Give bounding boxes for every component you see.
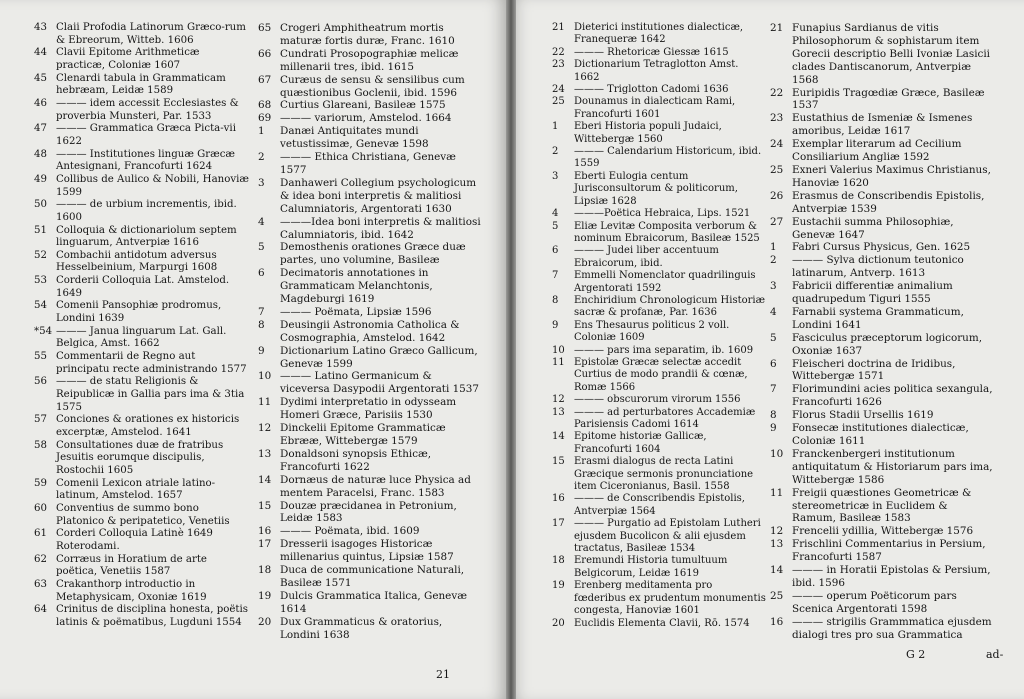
catalog-entry <box>34 528 250 553</box>
entry-text: ——— ad perturbatores Accademiæ Parisiensis Cadomi 1614 <box>574 406 756 430</box>
entry-number: 25 <box>552 96 565 108</box>
entry-text: Enchiridium Chronologicum Historiæ sacræ & profanæ, Par. 1636 <box>574 294 766 319</box>
entry-text: Erasmus de Conscribendis Epistolis, Antverpiæ 1539 <box>792 189 985 215</box>
catalog-entry <box>258 564 482 590</box>
catalog-entry <box>770 409 994 422</box>
entry-number: 20 <box>258 615 272 628</box>
entry-number: 1 <box>770 241 777 254</box>
entry-text: ——— de statu Religionis & Reipublicæ in Gallia pars ima & 3tia 1575 <box>56 376 245 413</box>
entry-text: Donaldsoni synopsis Ethicæ, Francofurti 1622 <box>280 447 432 473</box>
entry-number: 11 <box>552 356 565 368</box>
entry-number: 13 <box>552 406 565 418</box>
entry-text: Eberti Eulogia centum Jurisconsultorum & politicorum, Lipsiæ 1628 <box>574 170 738 207</box>
entry-number: 8 <box>258 318 265 331</box>
entry-text: Dresserii isagoges Historicæ millenarius quintus, Lipsiæ 1587 <box>280 538 454 564</box>
entry-text: Decimatoris annotationes in Grammaticam Melanchtonis, Magdeburgi 1619 <box>280 267 433 306</box>
entry-text: Cundrati Prosopographiæ melicæ millenarii tres, ibid. 1615 <box>280 47 459 73</box>
entry-number: 9 <box>770 422 777 435</box>
entry-text: ——— strigilis Grammmatica ejusdem dialogi tres pro sua Grammatica <box>792 615 992 641</box>
entry-number: 60 <box>34 502 47 514</box>
catalog-entry <box>258 151 482 177</box>
entry-text: ——— Judei liber accentuum Ebraicorum, ibid. <box>574 245 719 269</box>
catalog-entry <box>770 112 994 138</box>
entry-text: Erasmi dialogus de recta Latini Græcique sermonis pronunciatione item Ciceronianus, Basil. 1558 <box>574 456 754 493</box>
entry-number: 23 <box>770 112 784 125</box>
entry-text: Corderii Colloquia Lat. Amstelod. 1649 <box>56 275 230 299</box>
entry-text: ——— pars ima separatim, ib. 1609 <box>574 344 754 356</box>
entry-text: Dulcis Grammatica Italica, Genevæ 1614 <box>280 589 467 615</box>
catalog-entry <box>258 48 482 74</box>
catalog-entry <box>34 579 250 604</box>
entry-number: 6 <box>258 267 265 280</box>
catalog-entry <box>258 345 482 371</box>
catalog-entry <box>258 616 482 642</box>
catalog-entry <box>34 478 250 503</box>
entry-number: 50 <box>34 199 47 211</box>
entry-text: Claii Profodia Latinorum Græco-rum & Ebreorum, Witteb. 1606 <box>56 22 246 46</box>
entry-number: 68 <box>258 99 272 112</box>
catalog-entry <box>34 326 250 351</box>
entry-text: Douzæ præcidanea in Petronium, Leidæ 1583 <box>280 499 457 525</box>
catalog-entry <box>770 254 994 280</box>
entry-number: 1 <box>552 121 559 133</box>
entry-text: Crogeri Amphitheatrum mortis maturæ fortis duræ, Franc. 1610 <box>280 22 455 47</box>
entry-number: 44 <box>34 47 47 59</box>
catalog-entry <box>552 320 766 345</box>
catalog-entry <box>258 319 482 345</box>
catalog-entry <box>258 370 482 396</box>
entry-text: Curæus de sensu & sensilibus cum quæstionibus Goclenii, ibid. 1596 <box>280 73 465 99</box>
catalog-entry <box>770 164 994 190</box>
entry-number: 20 <box>552 617 565 629</box>
entry-number: 12 <box>258 422 272 435</box>
entry-number: 4 <box>770 305 777 318</box>
catalog-entry <box>258 177 482 216</box>
catchword: ad- <box>986 648 1004 661</box>
entry-number: 27 <box>770 215 784 228</box>
entry-text: Duca de communicatione Naturali, Basileæ 1571 <box>280 564 465 589</box>
catalog-entry <box>552 96 766 121</box>
entry-text: Fabri Cursus Physicus, Gen. 1625 <box>792 241 971 254</box>
entry-text: Corderi Colloquia Latinè 1649 Roterodami. <box>56 528 213 552</box>
entry-text: Franckenbergeri institutionum antiquitatum & Historiarum pars ima, Wittebergæ 1586 <box>792 447 993 486</box>
entry-number: 56 <box>34 376 47 388</box>
entry-number: 59 <box>34 477 47 489</box>
entry-text: Dounamus in dialecticam Rami, Francofurti 1601 <box>574 96 736 120</box>
entry-number: 11 <box>770 486 784 499</box>
entry-text: Crinitus de disciplina honesta, poëtis latinis & poëmatibus, Lugduni 1554 <box>56 604 248 628</box>
entry-number: 1 <box>258 125 265 138</box>
entry-number: 18 <box>552 555 565 567</box>
catalog-entry <box>770 590 994 616</box>
catalog-entry <box>34 275 250 300</box>
entry-number: 22 <box>770 86 784 99</box>
entry-text: Ens Thesaurus politicus 2 voll. Coloniæ 1609 <box>574 319 730 344</box>
entry-number: 53 <box>34 275 47 287</box>
catalog-entry <box>770 616 994 642</box>
catalog-entry <box>552 221 766 246</box>
catalog-entry <box>770 138 994 164</box>
entry-text: ——— variorum, Amstelod. 1664 <box>280 112 452 125</box>
catalog-entry <box>258 474 482 500</box>
entry-number: 22 <box>552 46 565 58</box>
entry-number: 13 <box>770 538 784 551</box>
entry-number: 51 <box>34 224 47 236</box>
entry-text: Clavii Epitome Arithmeticæ practicæ, Coloniæ 1607 <box>56 47 200 71</box>
entry-number: 25 <box>770 589 784 602</box>
catalog-entry <box>34 554 250 579</box>
entry-text: Dinckelii Epitome Grammaticæ Ebrææ, Wittebergæ 1579 <box>280 422 446 447</box>
entry-number: 10 <box>552 344 565 356</box>
catalog-entry <box>770 564 994 590</box>
left-column-2 <box>258 22 482 642</box>
entry-number: 5 <box>552 220 559 232</box>
entry-number: 16 <box>552 493 565 505</box>
entry-number: 62 <box>34 553 47 565</box>
book-gutter <box>506 0 516 699</box>
entry-text: ——— Triglotton Cadomi 1636 <box>574 84 729 96</box>
entry-number: 13 <box>258 447 272 460</box>
entry-number: 63 <box>34 578 47 590</box>
entry-text: Fleischeri doctrina de Iridibus, Wittebergæ 1571 <box>792 357 956 383</box>
catalog-entry <box>552 555 766 580</box>
entry-number: 17 <box>258 538 272 551</box>
entry-number: 4 <box>258 215 265 228</box>
entry-text: Clenardi tabula in Grammaticam hebræam, Leidæ 1589 <box>56 72 226 97</box>
entry-text: ——— Institutiones linguæ Græcæ Antesignani, Francofurti 1624 <box>56 148 236 173</box>
entry-text: ——— Purgatio ad Epistolam Lutheri ejusdem Bucolicon & alii ejusdem tractatus, Basileæ 1534 <box>574 518 761 555</box>
catalog-entry <box>552 84 766 96</box>
entry-text: Curtius Glareani, Basileæ 1575 <box>280 99 446 112</box>
entry-text: ——— obscurorum virorum 1556 <box>574 394 741 406</box>
entry-text: ——— Grammatica Græca Picta-vii 1622 <box>56 123 236 147</box>
entry-number: 24 <box>770 138 784 151</box>
entry-text: Euclidis Elementa Clavii, Rō. 1574 <box>574 617 750 629</box>
catalog-entry <box>34 440 250 478</box>
entry-number: 3 <box>552 170 559 182</box>
catalog-entry <box>770 358 994 384</box>
entry-number: 23 <box>552 59 565 71</box>
entry-number: 6 <box>770 357 777 370</box>
catalog-entry <box>552 146 766 171</box>
entry-text: Euripidis Tragœdiæ Græce, Basileæ 1537 <box>792 86 985 112</box>
catalog-entry <box>34 225 250 250</box>
entry-text: Eustathius de Ismeniæ & Ismenes amoribus, Leidæ 1617 <box>792 112 973 138</box>
entry-number: 26 <box>770 189 784 202</box>
entry-text: Dieterici institutiones dialecticæ, Franequeræ 1642 <box>574 22 744 46</box>
entry-text: Eustachii summa Philosophiæ, Genevæ 1647 <box>792 215 954 241</box>
entry-text: Collibus de Aulico & Nobili, Hanoviæ 1599 <box>56 173 249 198</box>
entry-number: 7 <box>770 383 777 396</box>
catalog-entry <box>34 351 250 376</box>
catalog-entry <box>552 394 766 406</box>
catalog-entry <box>258 22 482 48</box>
catalog-entry <box>770 241 994 254</box>
catalog-entry <box>258 590 482 616</box>
catalog-entry <box>34 250 250 275</box>
entry-number: 69 <box>258 112 272 125</box>
entry-number: 67 <box>258 73 272 86</box>
entry-text: Corræus in Horatium de arte poëtica, Venetiis 1587 <box>56 553 207 578</box>
entry-number: 16 <box>258 525 272 538</box>
catalog-entry <box>770 525 994 538</box>
entry-text: ——— Sylva dictionum teutonico latinarum, Antverp. 1613 <box>792 254 964 280</box>
entry-text: Emmelli Nomenclator quadrilinguis Argentorati 1592 <box>574 270 756 294</box>
entry-number: 4 <box>552 208 559 220</box>
entry-text: Epitome historiæ Gallicæ, Francofurti 1604 <box>574 431 707 455</box>
entry-number: 24 <box>552 84 565 96</box>
entry-number: 2 <box>552 146 559 158</box>
catalog-entry <box>770 332 994 358</box>
entry-number: 19 <box>258 589 272 602</box>
entry-number: 12 <box>552 394 565 406</box>
entry-number: 54 <box>34 300 47 312</box>
entry-number: 2 <box>770 254 777 267</box>
entry-text: Dux Grammaticus & oratorius, Londini 1638 <box>280 615 443 641</box>
entry-text: Farnabii systema Grammaticum, Londini 1641 <box>792 305 964 331</box>
catalog-entry <box>770 190 994 216</box>
entry-text: Dornæus de naturæ luce Physica ad mentem Paracelsi, Franc. 1583 <box>280 473 471 499</box>
catalog-entry <box>258 396 482 422</box>
catalog-entry <box>552 59 766 84</box>
catalog-entry <box>34 376 250 414</box>
entry-text: ——— idem accessit Ecclesiastes & proverbia Munsteri, Par. 1533 <box>56 97 239 122</box>
catalog-entry <box>552 456 766 493</box>
entry-text: Colloquia & dictionariolum septem linguarum, Antverpiæ 1616 <box>56 224 237 249</box>
entry-text: Eremundi Historia tumultuum Belgicorum, Leidæ 1619 <box>574 555 728 579</box>
entry-number: 19 <box>552 580 565 592</box>
catalog-entry <box>770 280 994 306</box>
entry-number: 3 <box>258 176 265 189</box>
entry-text: Danæi Antiquitates mundi vetustissimæ, Genevæ 1598 <box>280 125 429 151</box>
entry-number: 5 <box>770 331 777 344</box>
entry-number: 11 <box>258 396 272 409</box>
entry-text: Fasciculus præceptorum logicorum, Oxoniæ 1637 <box>792 331 983 357</box>
entry-text: Comenii Lexicon atriale latino-latinum, Amstelod. 1657 <box>56 477 216 502</box>
entry-number: *54 <box>34 325 53 337</box>
catalog-entry <box>770 383 994 409</box>
entry-text: Dictionarium Tetraglotton Amst. 1662 <box>574 59 739 83</box>
catalog-entry <box>770 216 994 242</box>
catalog-entry <box>34 98 250 123</box>
catalog-entry <box>552 407 766 432</box>
entry-number: 18 <box>258 564 272 577</box>
entry-number: 9 <box>552 319 559 331</box>
entry-number: 3 <box>770 280 777 293</box>
entry-text: ——— de Conscribendis Epistolis, Antverpiæ 1564 <box>574 493 745 517</box>
catalog-entry <box>552 295 766 320</box>
catalog-entry <box>258 448 482 474</box>
entry-number: 45 <box>34 72 47 84</box>
entry-number: 10 <box>258 370 272 383</box>
entry-number: 14 <box>770 564 784 577</box>
catalog-entry <box>770 538 994 564</box>
entry-text: ——— Calendarium Historicum, ibid. 1559 <box>574 146 762 170</box>
entry-text: Dydimi interpretatio in odysseam Homeri Græce, Parisiis 1530 <box>280 396 457 422</box>
entry-text: ——— Rhetoricæ Giessæ 1615 <box>574 46 729 58</box>
entry-number: 6 <box>552 245 559 257</box>
catalog-entry <box>258 216 482 242</box>
entry-number: 21 <box>552 22 565 33</box>
catalog-entry <box>34 73 250 98</box>
left-column-1 <box>34 22 250 630</box>
catalog-entry <box>34 47 250 72</box>
right-column-2 <box>770 22 994 642</box>
catalog-entry <box>552 270 766 295</box>
entry-text: Dictionarium Latino Græco Gallicum, Genevæ 1599 <box>280 344 478 370</box>
catalog-entry <box>552 208 766 220</box>
entry-text: Florus Stadii Ursellis 1619 <box>792 409 934 422</box>
catalog-entry <box>552 171 766 208</box>
catalog-entry <box>552 22 766 47</box>
catalog-entry <box>552 357 766 394</box>
signature-mark: G 2 <box>906 648 926 661</box>
catalog-entry <box>258 306 482 319</box>
entry-number: 48 <box>34 148 47 160</box>
catalog-entry <box>258 241 482 267</box>
catalog-entry <box>552 47 766 59</box>
entry-number: 14 <box>552 431 565 443</box>
entry-text: Florimundini acies politica sexangula, Francofurti 1626 <box>792 383 993 409</box>
left-page <box>0 0 508 699</box>
catalog-entry <box>552 518 766 555</box>
entry-text: Comenii Pansophiæ prodromus, Londini 1639 <box>56 300 222 325</box>
entry-text: ——— Poëmata, ibid. 1609 <box>280 525 420 538</box>
catalog-entry <box>770 22 994 87</box>
page-number: 21 <box>436 668 450 681</box>
entry-number: 14 <box>258 473 272 486</box>
catalog-entry <box>34 414 250 439</box>
catalog-entry <box>552 618 766 630</box>
entry-text: Crakanthorp introductio in Metaphysicam, Oxoniæ 1619 <box>56 578 207 603</box>
right-column-1 <box>552 22 766 630</box>
catalog-entry <box>258 422 482 448</box>
catalog-entry <box>34 123 250 148</box>
catalog-entry <box>258 267 482 306</box>
entry-number: 12 <box>770 525 784 538</box>
entry-text: Conventius de summo bono Platonico & peripatetico, Venetiis <box>56 502 230 527</box>
entry-text: ——— Ethica Christiana, Genevæ 1577 <box>280 151 456 176</box>
entry-number: 61 <box>34 528 47 540</box>
entry-text: Erenberg meditamenta pro fœderibus ex prudentum monumentis congesta, Hanoviæ 1601 <box>574 580 766 617</box>
entry-text: Fabricii differentiæ animalium quadrupedum Tiguri 1555 <box>792 280 953 306</box>
entry-number: 21 <box>770 22 784 34</box>
entry-number: 10 <box>770 447 784 460</box>
entry-number: 65 <box>258 22 272 34</box>
entry-number: 15 <box>552 456 565 468</box>
entry-number: 17 <box>552 518 565 530</box>
entry-text: Consultationes duæ de fratribus Jesuitis eorumque discipulis, Rostochii 1605 <box>56 439 224 476</box>
entry-text: Exemplar literarum ad Cecilium Consiliarium Angliæ 1592 <box>792 138 962 164</box>
catalog-entry <box>34 174 250 199</box>
entry-number: 16 <box>770 615 784 628</box>
entry-text: Eberi Historia populi Judaici, Wittebergæ 1560 <box>574 121 722 145</box>
entry-number: 66 <box>258 47 272 60</box>
catalog-entry <box>34 22 250 47</box>
catalog-entry <box>770 87 994 113</box>
entry-number: 49 <box>34 173 47 185</box>
entry-number: 55 <box>34 351 47 363</box>
entry-number: 25 <box>770 163 784 176</box>
catalog-entry <box>258 125 482 151</box>
entry-number: 7 <box>258 305 265 318</box>
entry-number: 8 <box>552 294 559 306</box>
catalog-entry <box>770 487 994 526</box>
catalog-entry <box>770 306 994 332</box>
catalog-entry <box>552 493 766 518</box>
catalog-entry <box>34 199 250 224</box>
entry-number: 2 <box>258 151 265 164</box>
entry-text: ——— de urbium incrementis, ibid. 1600 <box>56 199 237 223</box>
entry-text: Exneri Valerius Maximus Christianus, Hanoviæ 1620 <box>792 163 991 189</box>
catalog-entry <box>552 121 766 146</box>
entry-number: 15 <box>258 499 272 512</box>
entry-number: 57 <box>34 414 47 426</box>
entry-number: 46 <box>34 97 47 109</box>
entry-text: Funapius Sardianus de vitis Philosophorum & sophistarum item Gorecii descriptio Belli Ivoniæ Lasicii clades Dantiscanorum, Antverpiæ 1568 <box>792 22 990 86</box>
catalog-entry <box>258 538 482 564</box>
catalog-entry <box>34 503 250 528</box>
entry-text: ——— in Horatii Epistolas & Persium, ibid. 1596 <box>792 564 991 589</box>
catalog-entry <box>258 500 482 526</box>
entry-text: Epistolæ Græcæ selectæ accedit Curtius de modo prandii & cœnæ, Romæ 1566 <box>574 356 748 393</box>
entry-text: Fonsecæ institutiones dialecticæ, Coloniæ 1611 <box>792 422 969 447</box>
entry-number: 58 <box>34 439 47 451</box>
catalog-entry <box>258 525 482 538</box>
entry-text: Eliæ Levitæ Composita verborum & nominum Ebraicorum, Basileæ 1525 <box>574 220 760 244</box>
right-page <box>508 0 1024 699</box>
entry-text: Deusingii Astronomia Catholica & Cosmographia, Amstelod. 1642 <box>280 318 460 344</box>
entry-text: Freigii quæstiones Geometricæ & stereometricæ in Euclidem & Ramum, Basileæ 1583 <box>792 486 972 525</box>
entry-text: Combachii antidotum adversus Hesselbeinium, Marpurgi 1608 <box>56 249 218 274</box>
entry-number: 52 <box>34 249 47 261</box>
entry-number: 64 <box>34 604 47 616</box>
catalog-entry <box>552 580 766 617</box>
catalog-entry <box>34 300 250 325</box>
catalog-entry <box>258 74 482 100</box>
entry-number: 9 <box>258 344 265 357</box>
catalog-entry <box>258 99 482 112</box>
entry-text: Demosthenis orationes Græce duæ partes, uno volumine, Basileæ <box>280 241 466 267</box>
entry-number: 47 <box>34 123 47 135</box>
entry-text: ———Poëtica Hebraica, Lips. 1521 <box>574 208 751 220</box>
entry-text: ——— Latino Germanicum & viceversa Dasypodii Argentorati 1537 <box>280 370 480 396</box>
entry-number: 5 <box>258 241 265 254</box>
entry-text: Commentarii de Regno aut principatu recte administrando 1577 <box>56 351 247 375</box>
entry-text: ——— Janua linguarum Lat. Gall. Belgica, Amst. 1662 <box>56 325 227 350</box>
entry-text: ———Idea boni interpretis & malitiosi Calumniatoris, ibid. 1642 <box>280 215 481 241</box>
catalog-entry <box>34 604 250 629</box>
entry-text: ——— Poëmata, Lipsiæ 1596 <box>280 305 432 318</box>
entry-text: Frischlini Commentarius in Persium, Francofurti 1587 <box>792 538 986 564</box>
catalog-entry <box>552 431 766 456</box>
entry-text: ——— operum Poëticorum pars Scenica Argentorati 1598 <box>792 589 957 615</box>
catalog-entry <box>258 112 482 125</box>
catalog-entry <box>770 448 994 487</box>
entry-number: 8 <box>770 409 777 422</box>
catalog-entry <box>770 422 994 448</box>
entry-text: Conciones & orationes ex historicis excerptæ, Amstelod. 1641 <box>56 414 240 438</box>
catalog-entry <box>34 149 250 174</box>
catalog-entry <box>552 245 766 270</box>
entry-text: Frencelii ydillia, Wittebergæ 1576 <box>792 525 974 538</box>
entry-number: 7 <box>552 270 559 282</box>
entry-number: 43 <box>34 22 47 33</box>
entry-text: Danhaweri Collegium psychologicum & idea boni interpretis & malitiosi Calumniatoris, Argentorati 1630 <box>280 176 477 215</box>
catalog-entry <box>552 345 766 357</box>
